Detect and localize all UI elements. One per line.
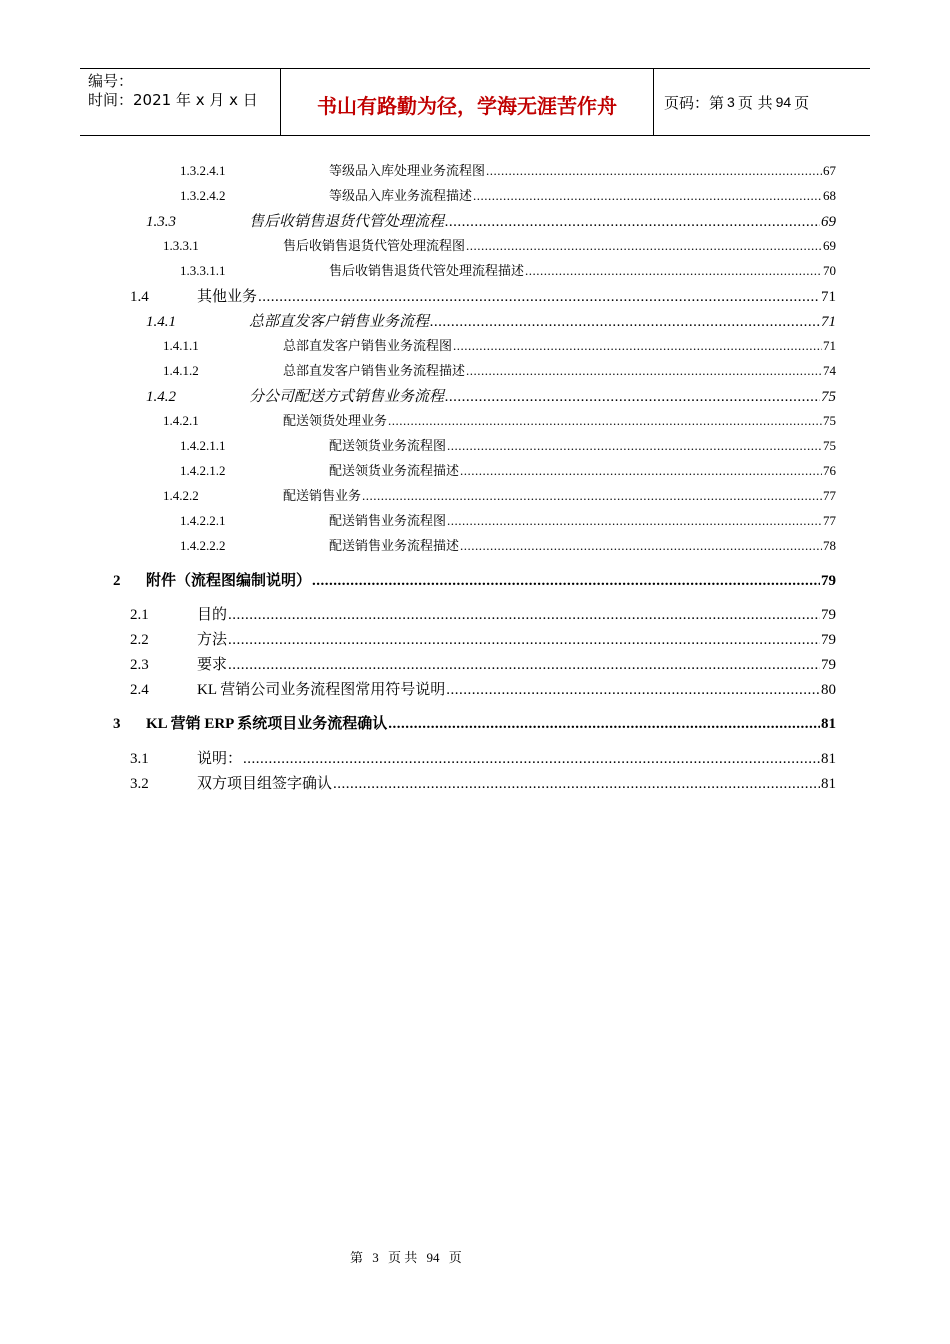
toc-leader-dots <box>228 657 820 674</box>
footer-current: 3 <box>372 1250 379 1265</box>
toc-number: 2 <box>113 573 121 589</box>
toc-leader-dots <box>466 238 822 254</box>
toc-leader-dots <box>430 314 820 331</box>
toc-page-number: 81 <box>821 776 836 792</box>
toc-entry[interactable] <box>163 485 836 504</box>
toc-page-number: 71 <box>821 289 836 305</box>
footer-suffix: 页 <box>448 1250 462 1265</box>
page-header <box>80 68 870 136</box>
toc-entry[interactable] <box>163 360 836 379</box>
toc-title: 附件（流程图编制说明） <box>146 573 312 589</box>
toc-number: 3.2 <box>130 776 149 792</box>
toc-number: 1.3.2.4.2 <box>180 188 226 203</box>
toc-entry[interactable] <box>113 569 836 590</box>
toc-entry[interactable] <box>180 510 836 529</box>
toc-entry[interactable] <box>180 535 836 554</box>
toc-number: 1.4 <box>130 289 149 305</box>
toc-page-number: 79 <box>821 632 836 648</box>
toc-number: 1.4.1 <box>146 314 176 330</box>
toc-leader-dots <box>333 776 820 793</box>
toc-leader-dots <box>228 607 820 624</box>
toc-entry[interactable] <box>180 435 836 454</box>
toc-entry[interactable] <box>146 310 836 331</box>
toc-leader-dots <box>525 263 822 279</box>
toc-leader-dots <box>473 188 822 204</box>
toc-entry[interactable] <box>180 260 836 279</box>
page-prefix: 页码：第 <box>664 93 725 112</box>
toc-number: 1.4.1.1 <box>163 338 199 353</box>
toc-leader-dots <box>446 682 820 699</box>
toc-leader-dots <box>445 214 820 231</box>
toc-title: 总部直发客户销售业务流程 <box>249 314 430 330</box>
footer-prefix: 第 <box>350 1250 364 1265</box>
toc-title: 配送领货业务流程描述 <box>329 463 460 478</box>
toc-title: 总部直发客户销售业务流程描述 <box>283 363 466 378</box>
toc-number: 1.4.2.2.1 <box>180 513 226 528</box>
toc-entry[interactable] <box>130 285 836 306</box>
toc-number: 1.3.3.1.1 <box>180 263 226 278</box>
header-page-info <box>654 69 870 135</box>
toc-number: 1.3.3 <box>146 214 176 230</box>
toc-leader-dots <box>445 389 820 406</box>
toc-entry[interactable] <box>163 410 836 429</box>
page-footer <box>0 1247 950 1266</box>
toc-page-number: 75 <box>823 438 836 453</box>
toc-page-number: 81 <box>821 751 836 767</box>
toc-leader-dots <box>460 463 822 479</box>
toc-title: 要求 <box>197 657 228 673</box>
toc-number: 2.2 <box>130 632 149 648</box>
doc-number-label: 编号： <box>88 72 134 90</box>
toc-entry[interactable] <box>180 160 836 179</box>
toc-number: 1.4.2.2.2 <box>180 538 226 553</box>
footer-total: 94 <box>426 1250 440 1265</box>
date-label: 时间：2021 年 x 月 x 日 <box>88 91 258 109</box>
toc-entry[interactable] <box>130 747 836 768</box>
toc-page-number: 76 <box>823 463 836 478</box>
toc-page-number: 78 <box>823 538 836 553</box>
toc-number: 3 <box>113 716 121 732</box>
toc-title: 等级品入库处理业务流程图 <box>329 163 486 178</box>
toc-title: 目的 <box>197 607 228 623</box>
toc-page-number: 79 <box>821 657 836 673</box>
toc-entry[interactable] <box>180 460 836 479</box>
toc-title: 其他业务 <box>197 289 258 305</box>
toc-entry[interactable] <box>146 385 836 406</box>
toc-number: 2.1 <box>130 607 149 623</box>
toc-entry[interactable] <box>130 653 836 674</box>
toc-entry[interactable] <box>113 712 836 733</box>
toc-title: 方法 <box>197 632 228 648</box>
toc-number: 1.3.3.1 <box>163 238 199 253</box>
toc-page-number: 80 <box>821 682 836 698</box>
toc-page-number: 79 <box>821 573 836 589</box>
toc-number: 1.4.2 <box>146 389 176 405</box>
toc-page-number: 70 <box>823 263 836 278</box>
toc-leader-dots <box>466 363 822 379</box>
toc-page-number: 75 <box>823 413 836 428</box>
toc-title: 总部直发客户销售业务流程图 <box>283 338 453 353</box>
toc-number: 1.4.2.1.2 <box>180 463 226 478</box>
toc-leader-dots <box>362 488 822 504</box>
toc-page-number: 81 <box>821 716 836 732</box>
toc-title: 配送销售业务流程描述 <box>329 538 460 553</box>
page-current: 3 <box>727 94 735 110</box>
toc-title: 配送销售业务流程图 <box>329 513 447 528</box>
toc-page-number: 71 <box>821 314 836 330</box>
toc-title: 分公司配送方式销售业务流程 <box>249 389 445 405</box>
toc-title: 双方项目组签字确认 <box>197 776 333 792</box>
page-mid: 页 共 <box>737 93 773 112</box>
toc-leader-dots <box>243 751 820 768</box>
toc-entry[interactable] <box>130 772 836 793</box>
toc-page-number: 71 <box>823 338 836 353</box>
toc-page-number: 74 <box>823 363 836 378</box>
toc-leader-dots <box>486 163 822 179</box>
toc-title: KL 营销 ERP 系统项目业务流程确认 <box>146 716 388 732</box>
toc-number: 1.4.2.2 <box>163 488 199 503</box>
toc-entry[interactable] <box>180 185 836 204</box>
toc-page-number: 79 <box>821 607 836 623</box>
toc-entry[interactable] <box>146 210 836 231</box>
toc-number: 3.1 <box>130 751 149 767</box>
header-motto: 书山有路勤为径，学海无涯苦作舟 <box>281 69 654 135</box>
toc-page-number: 69 <box>821 214 836 230</box>
page-total: 94 <box>775 94 792 110</box>
toc-entry[interactable] <box>130 678 836 699</box>
toc-title: 配送领货处理业务 <box>283 413 388 428</box>
toc-title: 等级品入库业务流程描述 <box>329 188 473 203</box>
toc-leader-dots <box>228 632 820 649</box>
toc-entry[interactable] <box>130 628 836 649</box>
toc-number: 1.4.2.1.1 <box>180 438 226 453</box>
toc-leader-dots <box>312 573 820 590</box>
toc-number: 1.3.2.4.1 <box>180 163 226 178</box>
toc-title: KL 营销公司业务流程图常用符号说明 <box>197 682 446 698</box>
toc-leader-dots <box>447 513 822 529</box>
toc-number: 2.3 <box>130 657 149 673</box>
header-info <box>80 69 281 135</box>
toc-number: 1.4.2.1 <box>163 413 199 428</box>
toc-title: 配送领货业务流程图 <box>329 438 447 453</box>
toc-entry[interactable] <box>130 603 836 624</box>
page-suffix: 页 <box>794 93 810 112</box>
toc-entry[interactable] <box>163 335 836 354</box>
toc-leader-dots <box>453 338 822 354</box>
toc-leader-dots <box>460 538 822 554</box>
toc-page-number: 68 <box>823 188 836 203</box>
toc-number: 2.4 <box>130 682 149 698</box>
toc-page-number: 69 <box>823 238 836 253</box>
toc-entry[interactable] <box>163 235 836 254</box>
toc-title: 售后收销售退货代管处理流程图 <box>283 238 466 253</box>
toc-title: 说明： <box>197 751 243 767</box>
toc-title: 售后收销售退货代管处理流程 <box>249 214 445 230</box>
toc-leader-dots <box>388 413 822 429</box>
toc-page-number: 77 <box>823 513 836 528</box>
toc-leader-dots <box>258 289 820 306</box>
toc-leader-dots <box>447 438 822 454</box>
toc-title: 配送销售业务 <box>283 488 362 503</box>
footer-mid: 页 共 <box>388 1250 418 1265</box>
toc-page-number: 77 <box>823 488 836 503</box>
toc-title: 售后收销售退货代管处理流程描述 <box>329 263 525 278</box>
toc-leader-dots <box>388 716 820 733</box>
toc-page-number: 75 <box>821 389 836 405</box>
toc-page-number: 67 <box>823 163 836 178</box>
toc-number: 1.4.1.2 <box>163 363 199 378</box>
